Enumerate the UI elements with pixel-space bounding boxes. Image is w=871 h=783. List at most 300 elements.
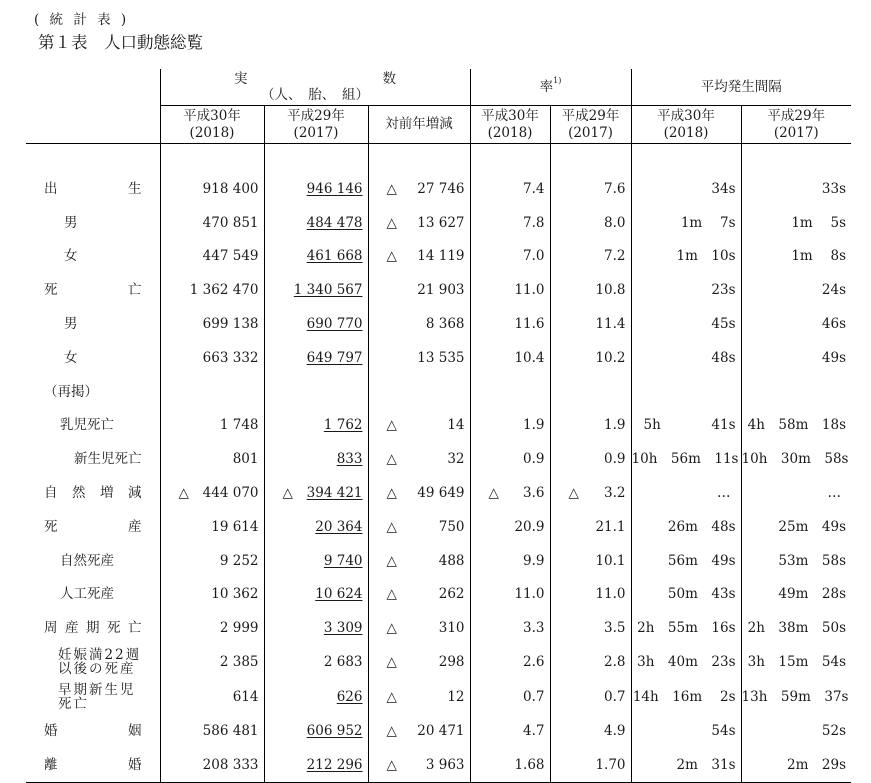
rate-2017	[550, 442, 631, 476]
interval-2018-value: 45s	[711, 315, 736, 332]
count-2018	[160, 714, 264, 748]
count-2017	[264, 442, 368, 476]
row-label-text: 乳児死亡	[60, 417, 114, 434]
count-2017-value	[265, 620, 368, 636]
rate-2018	[470, 476, 550, 510]
rate-2018-text: 11.6	[514, 315, 545, 332]
interval-2017-value: 24s	[821, 282, 847, 299]
diff-text: 12	[447, 688, 465, 705]
table-row	[26, 172, 851, 206]
diff-text: 20 471	[417, 722, 465, 739]
row-label	[26, 240, 160, 274]
row-label	[26, 510, 160, 544]
table-row	[26, 442, 851, 476]
count-2018-value	[161, 654, 264, 670]
diff-value	[369, 689, 470, 705]
interval-2018	[631, 645, 741, 680]
label-header-cell	[26, 69, 160, 106]
interval-2018	[631, 409, 741, 443]
interval-2018-value: 14h 16m 2s	[632, 688, 736, 705]
interval-2018	[631, 273, 741, 307]
diff-value	[369, 248, 470, 264]
rate-2017	[550, 510, 631, 544]
count-2018-value	[161, 553, 264, 569]
count-2017-value	[265, 248, 368, 264]
row-label	[26, 680, 160, 715]
count-2017	[264, 476, 368, 510]
rate-2018-text: 2.6	[523, 654, 545, 671]
row-label	[26, 544, 160, 578]
count-2017	[264, 544, 368, 578]
count-2018	[160, 611, 264, 645]
decrease-mark: △	[386, 654, 397, 671]
rate-2017-text: 3.2	[604, 484, 626, 501]
table-row	[26, 341, 851, 375]
diff-value	[369, 451, 470, 467]
rate-2017	[550, 240, 631, 274]
diff-text: 14 119	[417, 248, 465, 265]
rate-2018-text: 0.9	[523, 451, 545, 468]
interval-2017	[741, 748, 851, 782]
rate-2017-text: 0.9	[604, 451, 626, 468]
interval-2018-value: 1m 7s	[680, 214, 736, 231]
diff-text: 298	[438, 654, 465, 671]
diff	[368, 341, 470, 375]
count-2017-text: 690 770	[306, 315, 363, 332]
interval-2018	[631, 476, 741, 510]
row-label-text: 人工死産	[60, 586, 114, 603]
interval-2018	[631, 611, 741, 645]
label-header-cell	[26, 106, 160, 144]
rate-2017-text: 4.9	[604, 722, 626, 739]
rate-2017-text: 8.0	[604, 214, 626, 231]
count-2018-value	[161, 620, 264, 636]
count-2018-value	[161, 485, 264, 501]
interval-2018	[631, 442, 741, 476]
count-2018-text: 586 481	[202, 722, 259, 739]
row-label-text: 女	[64, 248, 78, 265]
interval-2017-value: 2m 29s	[787, 756, 847, 773]
rate-2017-value	[551, 350, 631, 366]
table-row	[26, 748, 851, 782]
row-label	[26, 748, 160, 782]
count-2018-value	[161, 586, 264, 602]
interval-2017-value: 10h 30m 58s	[741, 451, 849, 468]
diff-value	[369, 654, 470, 670]
table-row	[26, 307, 851, 341]
interval-2018-value: …	[717, 484, 731, 501]
decrease-mark: △	[386, 586, 397, 603]
count-2017-value	[265, 689, 368, 705]
rate-2017-text: 2.8	[604, 654, 626, 671]
rate-2017-text: 11.0	[595, 586, 626, 603]
row-label	[26, 341, 160, 375]
interval-2018	[631, 680, 741, 715]
interval-2017	[741, 409, 851, 443]
diff-value	[369, 553, 470, 569]
decrease-mark: △	[386, 451, 397, 468]
interval-2017	[741, 206, 851, 240]
rate-2018-value	[471, 316, 550, 332]
rate-2018-value	[471, 654, 550, 670]
decrease-mark: △	[386, 518, 397, 535]
count-2018-value	[161, 316, 264, 332]
interval-2018	[631, 341, 741, 375]
count-2018-value	[161, 689, 264, 705]
interval-2018	[631, 748, 741, 782]
count-2018-value	[161, 417, 264, 433]
count-2017-text: 212 296	[306, 756, 363, 773]
row-label-text: 自 然 増 減	[44, 484, 142, 501]
row-label-text: 男	[64, 214, 78, 231]
row-label-text: 新生児死亡	[74, 451, 142, 468]
rate-2017-value	[551, 417, 631, 433]
interval-2017-value: 2h 38m 50s	[747, 620, 847, 637]
count-2017	[264, 748, 368, 782]
diff-value	[369, 215, 470, 231]
rate-2018-value	[471, 417, 550, 433]
interval-2017-value: 49m 28s	[778, 586, 847, 603]
count-2018	[160, 172, 264, 206]
interval-2018-value: 50m 43s	[667, 586, 736, 603]
rate-2018-value	[471, 723, 550, 739]
count-2017-value	[265, 181, 368, 197]
row-label	[26, 611, 160, 645]
row-label-text: 離 婚	[44, 756, 142, 773]
count-2018	[160, 240, 264, 274]
row-label-two-line	[26, 683, 160, 711]
empty-cell	[631, 375, 741, 409]
rate-2017-text: 21.1	[595, 518, 626, 535]
row-label-text: 早期新生児	[58, 681, 136, 698]
count-2018-value	[161, 350, 264, 366]
decrease-mark: △	[386, 756, 397, 773]
empty-cell	[368, 375, 470, 409]
row-label-two-line	[26, 648, 160, 676]
interval-2017-value: 25m 49s	[778, 518, 847, 535]
rate-2018-value	[471, 689, 550, 705]
interval-2017	[741, 544, 851, 578]
diff-value	[369, 316, 470, 332]
interval-2018-value: 23s	[711, 282, 736, 299]
count-2017-text: 3 309	[323, 620, 363, 637]
rate-2018	[470, 442, 550, 476]
rate-2017	[550, 476, 631, 510]
rate-2018-value	[471, 757, 550, 773]
interval-2017-value: 13h 59m 37s	[741, 688, 849, 705]
count-2018-text: 918 400	[202, 180, 259, 197]
interval-2017	[741, 510, 851, 544]
interval-header: 平均発生間隔	[631, 69, 851, 106]
count-2017-text: 1 340 567	[293, 282, 363, 299]
rate-2017-header: 平成29年 (2017)	[550, 106, 631, 144]
count-2017-text: 606 952	[306, 722, 363, 739]
rate-2018	[470, 409, 550, 443]
diff-value	[369, 282, 470, 298]
interval-2017	[741, 341, 851, 375]
decrease-mark: △	[282, 484, 293, 501]
rate-2018	[470, 341, 550, 375]
rate-2018	[470, 748, 550, 782]
rate-2017-text: 11.4	[595, 315, 626, 332]
count-2017-header: 平成29年 (2017)	[264, 106, 368, 144]
diff-value	[369, 417, 470, 433]
rate-2017-text: 1.70	[595, 756, 626, 773]
count-2018-text: 663 332	[202, 349, 259, 366]
diff-text: 3 963	[425, 756, 465, 773]
count-2018	[160, 307, 264, 341]
diff-value	[369, 620, 470, 636]
interval-2017-value: 1m 5s	[791, 214, 847, 231]
count-2017-text: 10 624	[315, 586, 363, 603]
rate-2018-text: 20.9	[514, 518, 545, 535]
empty-cell	[160, 375, 264, 409]
count-2017	[264, 307, 368, 341]
count-2018	[160, 206, 264, 240]
count-2018-value	[161, 248, 264, 264]
empty-cell	[550, 375, 631, 409]
rate-2017-value	[551, 215, 631, 231]
count-2018-text: 470 851	[202, 214, 259, 231]
rate-2017	[550, 273, 631, 307]
count-2018-text: 10 362	[211, 586, 259, 603]
count-2018-value	[161, 519, 264, 535]
rate-2018-value	[471, 215, 550, 231]
count-2017-value	[265, 417, 368, 433]
rate-2017-text: 0.7	[604, 688, 626, 705]
interval-2017	[741, 442, 851, 476]
rate-footnote-marker: 1)	[553, 75, 562, 85]
rate-2018-text: 11.0	[514, 586, 545, 603]
count-2018-value	[161, 282, 264, 298]
row-label-text: 出 生	[44, 180, 142, 197]
table-row	[26, 714, 851, 748]
table-row	[26, 206, 851, 240]
rate-2018-value	[471, 620, 550, 636]
count-header: 実 数 （人、 胎、 組）	[160, 69, 470, 106]
row-label-line	[58, 683, 140, 697]
row-label	[26, 714, 160, 748]
rate-2017	[550, 409, 631, 443]
row-label	[26, 375, 160, 409]
rate-2018-header: 平成30年 (2018)	[470, 106, 550, 144]
interval-2018	[631, 240, 741, 274]
table-row	[26, 680, 851, 715]
diff	[368, 307, 470, 341]
interval-2018	[631, 307, 741, 341]
rate-2017-text: 1.9	[604, 417, 626, 434]
count-2017	[264, 578, 368, 612]
rate-2018	[470, 172, 550, 206]
rate-2017-value	[551, 757, 631, 773]
rate-2017-value	[551, 654, 631, 670]
count-2017-text: 2 683	[323, 654, 363, 671]
count-2017-value	[265, 586, 368, 602]
diff	[368, 510, 470, 544]
rate-2018-text: 3.3	[523, 620, 545, 637]
diff-text: 27 746	[417, 180, 465, 197]
count-2018-text: 444 070	[202, 484, 259, 501]
rate-2017	[550, 172, 631, 206]
rate-2017	[550, 714, 631, 748]
decrease-mark: △	[386, 722, 397, 739]
rate-2017-value	[551, 248, 631, 264]
interval-2018	[631, 578, 741, 612]
interval-2017	[741, 307, 851, 341]
decrease-mark: △	[488, 484, 499, 501]
rate-2018-text: 1.9	[523, 417, 545, 434]
rate-2018	[470, 206, 550, 240]
row-label-text: 死 亡	[44, 282, 142, 299]
rate-2018	[470, 578, 550, 612]
count-2018-value	[161, 181, 264, 197]
count-2018-text: 2 385	[219, 654, 259, 671]
count-2018-header: 平成30年 (2018)	[160, 106, 264, 144]
decrease-mark: △	[386, 620, 397, 637]
diff	[368, 714, 470, 748]
interval-2018-value: 2m 31s	[676, 756, 736, 773]
interval-2018-value: 34s	[711, 180, 736, 197]
table-title: 第１表 人口動態総覧	[38, 33, 203, 52]
rate-2017-value	[551, 519, 631, 535]
diff-text: 750	[438, 518, 465, 535]
count-2017-text: 649 797	[306, 349, 363, 366]
rate-2018	[470, 240, 550, 274]
rate-2018-value	[471, 485, 550, 501]
interval-2017-value: 4h 58m 18s	[747, 417, 847, 434]
diff-text: 14	[447, 417, 465, 434]
interval-2017	[741, 645, 851, 680]
diff-text: 49 649	[417, 484, 465, 501]
count-2018-text: 1 748	[219, 417, 259, 434]
row-label-text: 女	[64, 349, 78, 366]
rate-2017	[550, 645, 631, 680]
table-row	[26, 645, 851, 680]
interval-2018-value: 26m 48s	[667, 518, 736, 535]
count-2017	[264, 645, 368, 680]
decrease-mark: △	[386, 248, 397, 265]
interval-2018	[631, 544, 741, 578]
rate-2017-value	[551, 586, 631, 602]
count-2017	[264, 273, 368, 307]
rate-2017	[550, 206, 631, 240]
count-2017-value	[265, 451, 368, 467]
table-category: ( 統 計 表 )	[34, 12, 130, 28]
interval-2018	[631, 206, 741, 240]
diff-value	[369, 586, 470, 602]
count-2018-text: 1 362 470	[189, 282, 259, 299]
empty-cell	[470, 375, 550, 409]
row-label	[26, 206, 160, 240]
interval-2018-header: 平成30年 (2018)	[631, 106, 741, 144]
row-label	[26, 172, 160, 206]
diff	[368, 645, 470, 680]
interval-2018-value: 10h 56m 11s	[631, 451, 739, 468]
empty-cell	[741, 375, 851, 409]
count-2018-value	[161, 451, 264, 467]
count-2018	[160, 544, 264, 578]
rate-2017-value	[551, 723, 631, 739]
row-label-text: 周 産 期 死 亡	[44, 620, 142, 637]
interval-hours: 5h	[643, 417, 661, 434]
table-row	[26, 273, 851, 307]
row-label-text: （再掲）	[44, 383, 98, 400]
rate-header: 率$^{1)}$	[470, 69, 631, 106]
rate-2017-text: 10.8	[595, 282, 626, 299]
rate-2018-text: 9.9	[523, 552, 545, 569]
count-2018	[160, 748, 264, 782]
rate-2018	[470, 645, 550, 680]
interval-2017-header: 平成29年 (2017)	[741, 106, 851, 144]
count-2018	[160, 273, 264, 307]
count-2018-text: 208 333	[202, 756, 259, 773]
count-2018-value	[161, 723, 264, 739]
table-row	[26, 476, 851, 510]
rate-2018-text: 1.68	[514, 756, 545, 773]
count-2017	[264, 240, 368, 274]
interval-2018	[631, 510, 741, 544]
row-label-text: 婚 姻	[44, 722, 142, 739]
count-2017	[264, 510, 368, 544]
diff-value	[369, 519, 470, 535]
interval-2017	[741, 172, 851, 206]
interval-2018-value: 41s	[711, 417, 736, 434]
count-2018-value	[161, 215, 264, 231]
interval-2018-value: 56m 49s	[667, 552, 736, 569]
interval-2017-value: 1m 8s	[791, 248, 847, 265]
row-label-line	[58, 662, 140, 676]
rate-2018	[470, 273, 550, 307]
diff-text: 262	[438, 586, 465, 603]
diff	[368, 748, 470, 782]
rate-2018-value	[471, 519, 550, 535]
rate-2017-value	[551, 485, 631, 501]
rate-2017	[550, 578, 631, 612]
decrease-mark: △	[386, 688, 397, 705]
table-row	[26, 611, 851, 645]
count-2017-value	[265, 553, 368, 569]
diff	[368, 611, 470, 645]
count-2017-text: 626	[336, 688, 363, 705]
rate-2017-value	[551, 553, 631, 569]
rate-2017-text: 10.1	[595, 552, 626, 569]
count-2018	[160, 341, 264, 375]
interval-2017-value: 46s	[821, 315, 847, 332]
rate-2017-value	[551, 282, 631, 298]
diff	[368, 578, 470, 612]
decrease-mark: △	[386, 214, 397, 231]
row-label	[26, 578, 160, 612]
rate-2018	[470, 611, 550, 645]
rate-2018	[470, 510, 550, 544]
row-label-text: 男	[64, 315, 78, 332]
interval-2018-value: 54s	[711, 722, 736, 739]
rate-2017-value	[551, 181, 631, 197]
count-2017-text: 20 364	[315, 518, 363, 535]
row-label-text: 死 産	[44, 518, 142, 535]
decrease-mark: △	[386, 552, 397, 569]
rate-2018-text: 10.4	[514, 349, 545, 366]
rate-2018-text: 7.4	[523, 180, 545, 197]
interval-2018-value: 48s	[711, 349, 736, 366]
diff	[368, 172, 470, 206]
count-2017-text: 1 762	[323, 417, 363, 434]
count-2017-value	[265, 316, 368, 332]
rate-2017-text: 7.2	[604, 248, 626, 265]
rate-2017-value	[551, 451, 631, 467]
rate-2018-text: 4.7	[523, 722, 545, 739]
count-2017-value	[265, 757, 368, 773]
